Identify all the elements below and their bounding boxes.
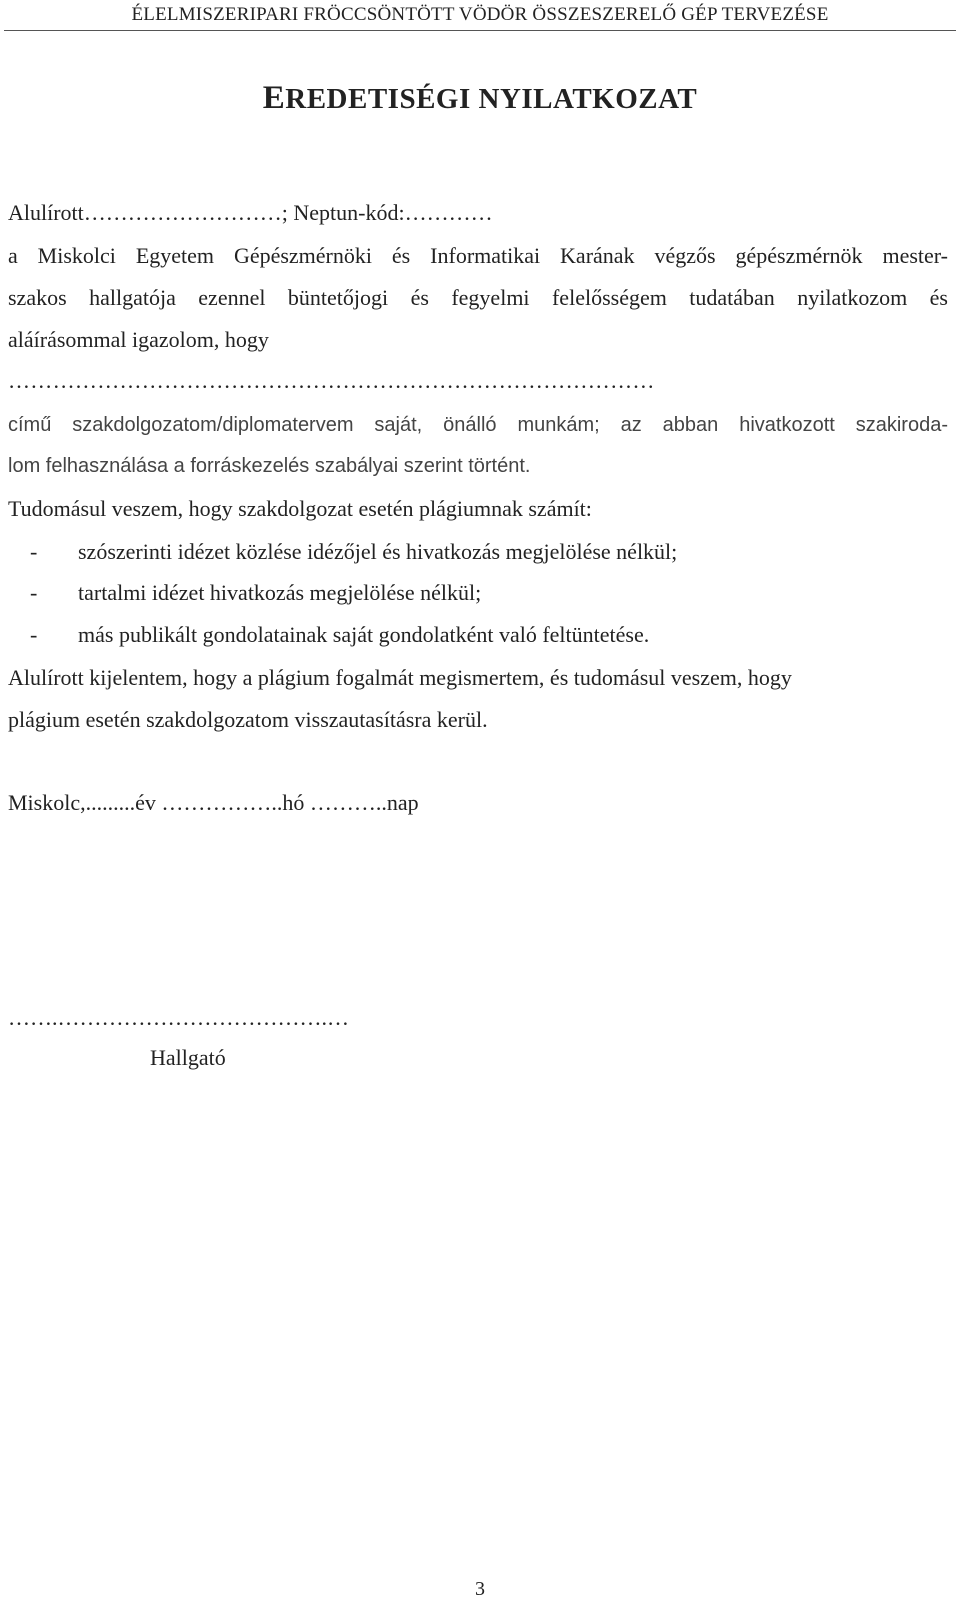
declarant-line: Alulírott………………………; Neptun-kód:………… bbox=[8, 200, 493, 225]
title-rest: REDETISÉGI NYILATKOZAT bbox=[285, 83, 698, 115]
paragraph1-line2: a Miskolci Egyetem Gépészmérnöki és Informatikai Karának végzős gépészmérnök mester- bbox=[8, 243, 948, 268]
plagiarism-intro: Tudomásul veszem, hogy szakdolgozat esetén plágiumnak számít: bbox=[8, 496, 592, 521]
list-dash: - bbox=[30, 580, 38, 605]
thesis-title-dots: …………………………………………………………………………… bbox=[8, 368, 655, 393]
paragraph1-line3: szakos hallgatója ezennel büntetőjogi és fegyelmi felelősségem tudatában nyilatkozom és bbox=[8, 285, 948, 310]
page-title bbox=[0, 80, 960, 117]
signature-label: Hallgató bbox=[150, 1045, 226, 1070]
title-first-letter: E bbox=[262, 80, 286, 116]
paragraph4-line1: Alulírott kijelentem, hogy a plágium fogalmát megismertem, és tudomásul veszem, hogy bbox=[8, 665, 792, 690]
list-item-text: szószerinti idézet közlése idézőjel és hivatkozás megjelölése nélkül; bbox=[78, 539, 678, 564]
page-number: 3 bbox=[475, 1578, 485, 1600]
signature-dots: …….……………………………….… bbox=[8, 1005, 349, 1030]
list-item-text: más publikált gondolatainak saját gondolatként való feltüntetése. bbox=[78, 622, 650, 647]
list-item-text: tartalmi idézet hivatkozás megjelölése nélkül; bbox=[78, 580, 482, 605]
running-header: ÉLELMISZERIPARI FRÖCCSÖNTÖTT VÖDÖR ÖSSZESZERELŐ GÉP TERVEZÉSE bbox=[131, 4, 829, 25]
header-divider bbox=[4, 30, 956, 31]
paragraph2-line1: című szakdolgozatom/diplomatervem saját, önálló munkám; az abban hivatkozott szakiroda- bbox=[8, 414, 948, 436]
paragraph2-line2: lom felhasználása a forráskezelés szabályai szerint történt. bbox=[8, 455, 531, 477]
list-dash: - bbox=[30, 622, 38, 647]
list-dash: - bbox=[30, 539, 38, 564]
paragraph4-line2: plágium esetén szakdolgozatom visszautasításra kerül. bbox=[8, 707, 488, 732]
date-line: Miskolc,.........év ……………..hó ………..nap bbox=[8, 790, 419, 815]
paragraph1-line4: aláírásommal igazolom, hogy bbox=[8, 327, 269, 352]
